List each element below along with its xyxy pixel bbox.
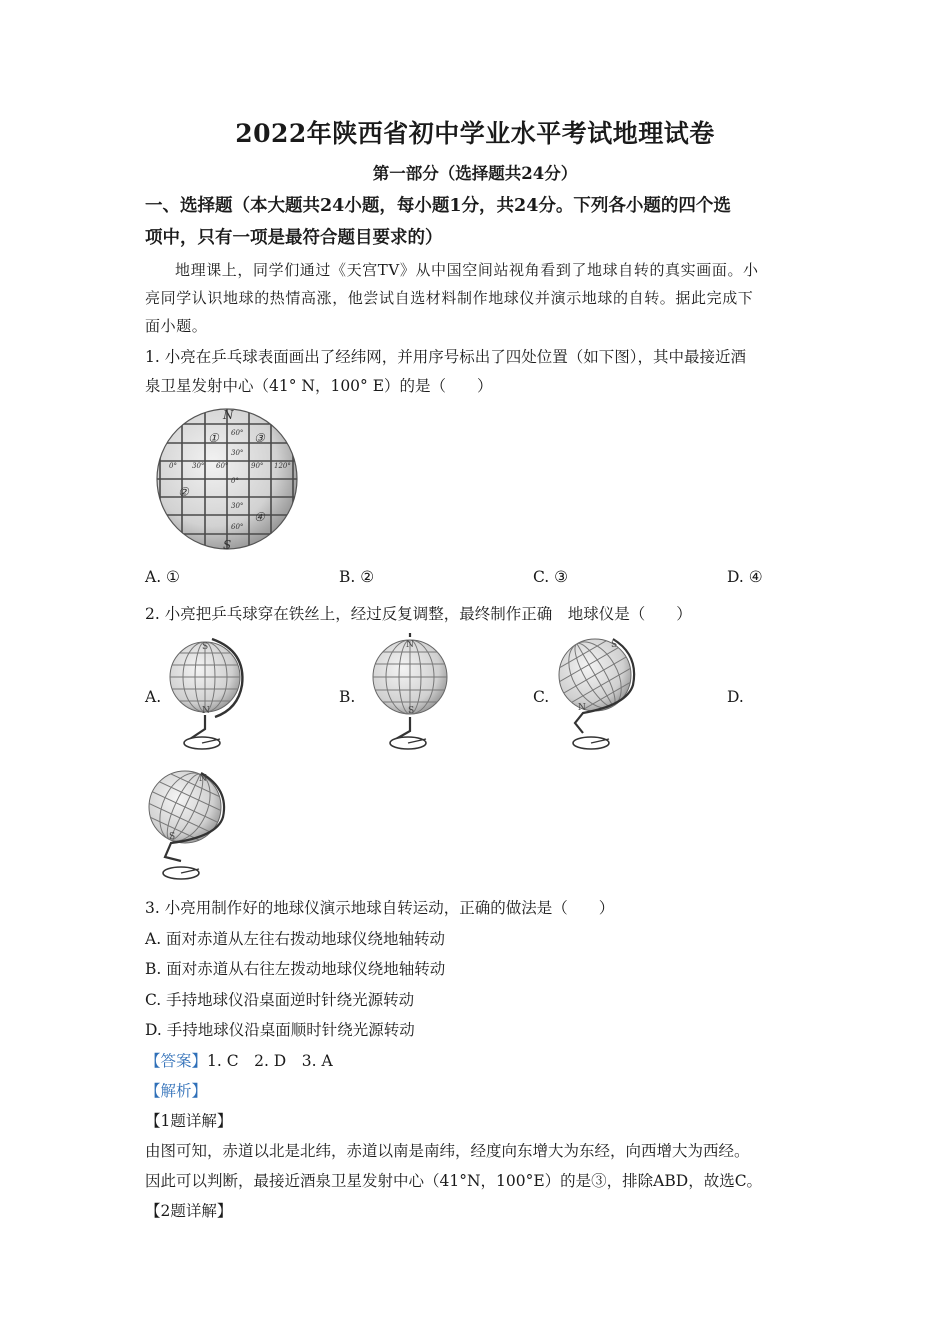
q1-detail-label: 【1题详解】 <box>145 1112 233 1130</box>
section-heading-line1: 一、选择题（本大题共24小题，每小题1分，共24分。下列各小题的四个选 <box>145 196 731 216</box>
q2-globe-a <box>160 635 250 755</box>
part-subtitle: 第一部分（选择题共24分） <box>372 164 578 183</box>
q1-lat-0: 0° <box>231 477 239 485</box>
q2-stem: 2. 小亮把乒乓球穿在铁丝上，经过反复调整，最终制作正确 地球仪是（ ） <box>145 605 692 623</box>
answer-label: 【答案】 <box>145 1052 208 1070</box>
q1-lat-60n: 60° <box>231 429 244 437</box>
q2-option-c-label: C. <box>533 688 550 706</box>
q1-grid <box>152 405 302 553</box>
q1-lon-90: 90° <box>251 462 264 470</box>
q1-option-a: A. ① <box>145 568 180 586</box>
q2-globe-c-n: N <box>578 703 586 713</box>
q1-marker-2: ② <box>178 485 189 499</box>
exam-title: 2022年陕西省初中学业水平考试地理试卷 <box>235 119 715 148</box>
q2-globe-c <box>553 633 648 755</box>
q2-globe-d-n: N <box>199 774 207 784</box>
q1-lon-120: 120° <box>274 462 291 470</box>
q2-globe-b <box>362 633 457 755</box>
q3-stem: 3. 小亮用制作好的地球仪演示地球自转运动，正确的做法是（ ） <box>145 899 615 917</box>
q2-detail-label: 【2题详解】 <box>145 1202 233 1220</box>
passage-line2: 亮同学认识地球的热情高涨，他尝试自选材料制作地球仪并演示地球的自转。据此完成下 <box>145 289 754 307</box>
q3-option-d: D. 手持地球仪沿桌面顺时针绕光源转动 <box>145 1021 415 1039</box>
q2-globe-b-s: S <box>408 706 415 716</box>
q2-globe-a-s: S <box>202 642 209 652</box>
q1-lat-30s: 30° <box>231 502 244 510</box>
q2-globe-b-n: N <box>406 640 414 650</box>
q1-marker-4: ④ <box>254 510 265 524</box>
passage-line3: 面小题。 <box>145 317 208 335</box>
q1-option-b: B. ② <box>339 568 375 586</box>
q1-south-label: S <box>223 538 232 552</box>
q3-option-c: C. 手持地球仪沿桌面逆时针绕光源转动 <box>145 991 415 1009</box>
q2-globe-d-s: S <box>169 832 176 842</box>
q2-globe-a-n: N <box>202 706 210 716</box>
q1-lat-30n: 30° <box>231 449 244 457</box>
q1-stem-line2: 泉卫星发射中心（41° N，100° E）的是（ ） <box>145 377 493 395</box>
q1-graticule-figure <box>152 405 302 553</box>
q1-option-d: D. ④ <box>727 568 763 586</box>
q3-option-b: B. 面对赤道从右往左拨动地球仪绕地轴转动 <box>145 960 446 978</box>
q2-option-d-label: D. <box>727 688 744 706</box>
q2-globe-c-s: S <box>611 640 618 650</box>
q3-option-a: A. 面对赤道从左往右拨动地球仪绕地轴转动 <box>145 930 446 948</box>
q1-marker-1: ① <box>208 431 219 445</box>
q1-detail-line2: 因此可以判断，最接近酒泉卫星发射中心（41°N，100°E）的是③，排除ABD，故选C。 <box>145 1172 763 1190</box>
q1-lon-60: 60° <box>216 462 229 470</box>
answer-text: 1. C 2. D 3. A <box>207 1052 333 1070</box>
q1-lon-30: 30° <box>192 462 205 470</box>
q1-option-c: C. ③ <box>533 568 569 586</box>
q1-lat-60s: 60° <box>231 523 244 531</box>
q2-option-a-label: A. <box>145 688 162 706</box>
q1-stem-line1: 1. 小亮在乒乓球表面画出了经纬网，并用序号标出了四处位置（如下图），其中最接近酒 <box>145 348 746 366</box>
q2-globe-d <box>145 765 235 887</box>
q1-marker-3: ③ <box>254 431 265 445</box>
q1-lon-0: 0° <box>169 462 177 470</box>
q1-north-label: N <box>223 408 234 422</box>
answer-line <box>145 1049 333 1071</box>
q2-option-b-label: B. <box>339 688 356 706</box>
q1-detail-line1: 由图可知，赤道以北是北纬，赤道以南是南纬，经度向东增大为东经，向西增大为西经。 <box>145 1142 750 1160</box>
section-heading-line2: 项中，只有一项是最符合题目要求的） <box>145 228 443 248</box>
passage-line1: 地理课上，同学们通过《天宫TV》从中国空间站视角看到了地球自转的真实画面。小 <box>175 261 759 279</box>
analysis-label: 【解析】 <box>145 1082 208 1100</box>
